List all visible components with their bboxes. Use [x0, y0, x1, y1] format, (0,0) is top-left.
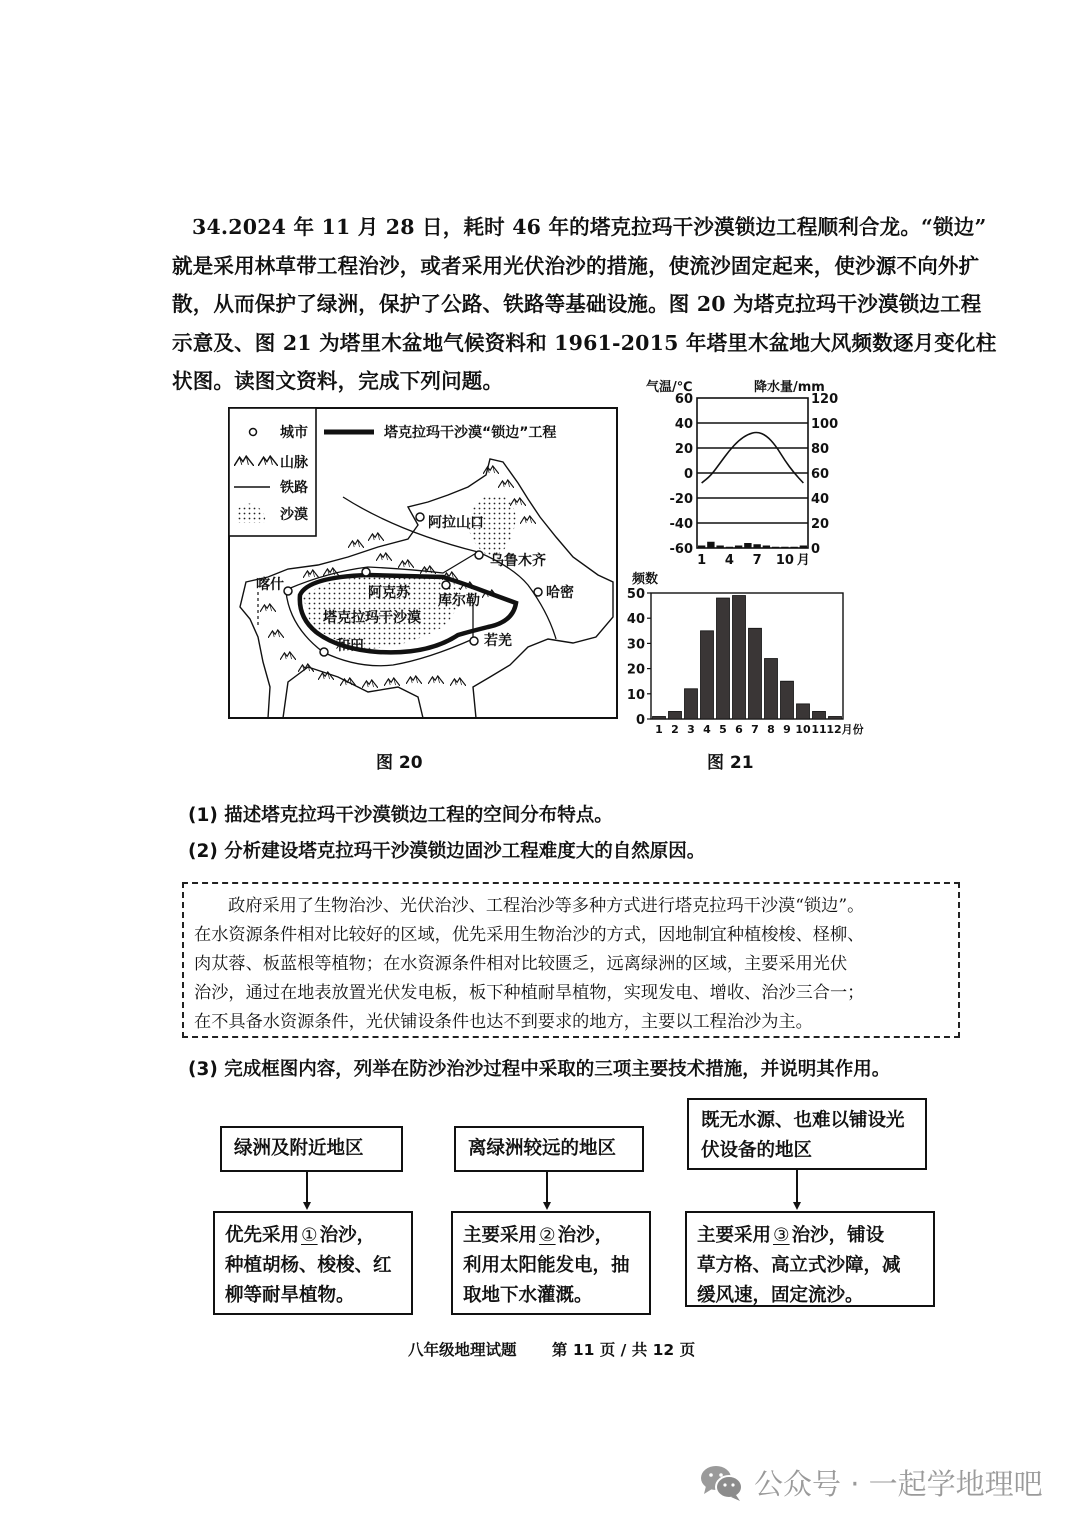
flow-measure-2 [451, 1211, 651, 1315]
climate-y-ticks [670, 392, 839, 557]
svg-text:20: 20 [674, 442, 693, 457]
place-hami: 哈密 [546, 585, 574, 601]
svg-text:2: 2 [671, 723, 679, 736]
material-line: 治沙，通过在地表放置光伏发电板，板下种植耐旱植物，实现发电、增收、治沙三合一； [194, 983, 865, 1003]
svg-text:10: 10 [795, 723, 811, 736]
legend-railway: 铁路 [280, 480, 308, 496]
svg-text:12月份: 12月份 [826, 723, 864, 736]
wind-bars [653, 596, 842, 719]
answer-blank-2[interactable]: ② [539, 1225, 556, 1246]
wind-x-ticks [655, 722, 863, 736]
sub-question-1: (1) 描述塔克拉玛干沙漠锁边工程的空间分布特点。 [188, 805, 613, 826]
flow-measure-1 [213, 1211, 413, 1315]
precip-bars [698, 542, 807, 548]
svg-text:120: 120 [811, 392, 839, 407]
flow-arrow [306, 1172, 308, 1204]
intro-line: 就是采用林草带工程治沙，或者采用光伏治沙的措施，使流沙固定起来，使沙源不向外扩 [172, 253, 980, 278]
material-line: 在水资源条件相对比较好的区域，优先采用生物治沙的方式，因地制宜种植梭梭、柽柳、 [194, 925, 865, 945]
legend-desert: 沙漠 [280, 507, 308, 523]
material-box [182, 882, 960, 1038]
flow-text: 取地下水灌溉。 [463, 1285, 593, 1306]
place-ruoqiang: 若羌 [484, 633, 512, 649]
svg-text:11: 11 [811, 723, 827, 736]
legend-mountain: 山脉 [280, 455, 308, 471]
flow-text: 治沙，铺设 [791, 1225, 885, 1246]
svg-text:0: 0 [811, 542, 821, 557]
svg-text:8: 8 [767, 723, 775, 736]
temp-axis-label: 气温/℃ [646, 380, 693, 395]
wind-y-ticks [627, 587, 651, 728]
svg-text:7: 7 [752, 553, 762, 568]
svg-text:80: 80 [811, 442, 830, 457]
climate-chart [640, 375, 870, 575]
place-taklamakan: 塔克拉玛干沙漠 [323, 610, 421, 626]
answer-blank-3[interactable]: ③ [773, 1225, 790, 1246]
question-intro [172, 208, 997, 401]
intro-line: 34.2024 年 11 月 28 日，耗时 46 年的塔克拉玛干沙漠锁边工程顺利合龙。“锁边” [192, 215, 987, 239]
svg-text:40: 40 [811, 492, 830, 507]
footer-page-number: 第 11 页 / 共 12 页 [551, 1341, 696, 1359]
place-aksu: 阿克苏 [368, 585, 410, 601]
svg-text:-40: -40 [669, 517, 693, 532]
flow-text: 主要采用 [463, 1225, 538, 1246]
svg-text:50: 50 [626, 587, 645, 602]
temperature-curve [702, 433, 804, 484]
flow-region-label: 伏设备的地区 [701, 1140, 813, 1161]
flow-arrow [546, 1172, 548, 1204]
svg-text:60: 60 [674, 392, 693, 407]
flow-text: 主要采用 [697, 1225, 772, 1246]
svg-text:1: 1 [655, 723, 663, 736]
arrow-down-icon [543, 1202, 551, 1210]
precip-axis-label: 降水量/mm [754, 380, 825, 395]
place-korla: 库尔勒 [438, 593, 480, 609]
material-line: 在不具备水资源条件，光伏铺设条件也达不到要求的地方，主要以工程治沙为主。 [194, 1012, 813, 1032]
sub-question-2: (2) 分析建设塔克拉玛干沙漠锁边固沙工程难度大的自然原因。 [188, 841, 706, 862]
svg-text:4: 4 [703, 723, 711, 736]
watermark [700, 1462, 1043, 1503]
svg-text:5: 5 [719, 723, 727, 736]
sub-question-3: (3) 完成框图内容，列举在防沙治沙过程中采取的三项主要技术措施，并说明其作用。 [188, 1059, 891, 1080]
flow-region-label: 绿洲及附近地区 [234, 1138, 364, 1159]
intro-line: 示意及、图 21 为塔里木盆地气候资料和 1961-2015 年塔里木盆地大风频数逐月变化柱 [172, 330, 997, 355]
svg-text:-60: -60 [669, 542, 693, 557]
flow-text: 优先采用 [225, 1225, 300, 1246]
material-line: 肉苁蓉、板蓝根等植物；在水资源条件相对比较匮乏，远离绿洲的区域，主要采用光伏 [194, 954, 848, 974]
svg-text:0: 0 [683, 467, 693, 482]
flow-text: 种植胡杨、梭梭、红 [225, 1255, 392, 1276]
watermark-text: 公众号 · 一起学地理吧 [754, 1467, 1043, 1501]
legend-city: 城市 [280, 425, 308, 441]
material-line: 政府采用了生物治沙、光伏治沙、工程治沙等多种方式进行塔克拉玛干沙漠“锁边”。 [228, 896, 865, 916]
flow-region-no-water [687, 1098, 927, 1170]
svg-text:0: 0 [635, 713, 645, 728]
svg-text:40: 40 [674, 417, 693, 432]
flow-text: 柳等耐旱植物。 [225, 1285, 355, 1306]
place-alashankou: 阿拉山口 [428, 515, 484, 531]
svg-text:9: 9 [783, 723, 791, 736]
figure-20-map [228, 407, 618, 719]
climate-gridlines [697, 423, 808, 523]
svg-text:20: 20 [626, 662, 645, 678]
svg-text:1: 1 [697, 553, 707, 568]
svg-text:60: 60 [811, 467, 830, 482]
flow-text: 草方格、高立式沙障，减 [697, 1255, 901, 1276]
svg-text:3: 3 [687, 723, 695, 736]
footer-subject: 八年级地理试题 [408, 1341, 517, 1359]
wind-axis-label: 频数 [632, 572, 659, 587]
legend-project: 塔克拉玛干沙漠“锁边”工程 [384, 425, 557, 441]
arrow-down-icon [303, 1202, 311, 1210]
flow-region-label: 离绿洲较远的地区 [468, 1138, 617, 1159]
svg-text:10: 10 [775, 553, 794, 568]
svg-text:4: 4 [724, 553, 734, 568]
flow-text: 缓风速，固定流沙。 [697, 1285, 864, 1306]
svg-text:6: 6 [735, 723, 743, 736]
svg-text:-20: -20 [669, 492, 693, 507]
svg-text:100: 100 [811, 417, 839, 432]
flow-measure-3 [685, 1211, 935, 1307]
page-footer [408, 1338, 725, 1360]
figure-21-caption: 图 21 [707, 753, 754, 773]
place-urumqi: 乌鲁木齐 [490, 553, 546, 569]
flow-arrow [796, 1170, 798, 1204]
flow-region-oasis [220, 1126, 403, 1172]
svg-text:30: 30 [626, 637, 645, 653]
wind-frequency-chart [620, 565, 880, 745]
svg-text:10: 10 [626, 687, 645, 703]
place-kashgar: 喀什 [256, 577, 284, 593]
intro-line: 散，从而保护了绿洲，保护了公路、铁路等基础设施。图 20 为塔克拉玛干沙漠锁边工程 [172, 292, 982, 316]
flow-region-label: 既无水源、也难以铺设光 [701, 1110, 905, 1131]
answer-blank-1[interactable]: ① [301, 1225, 318, 1246]
arrow-down-icon [793, 1202, 801, 1210]
wechat-icon [700, 1464, 744, 1502]
svg-text:40: 40 [626, 612, 645, 628]
svg-text:7: 7 [751, 723, 759, 736]
city-icon [250, 429, 257, 436]
svg-text:20: 20 [811, 517, 830, 532]
flow-text: 利用太阳能发电，抽 [463, 1255, 630, 1276]
place-hotan: 和田 [336, 638, 364, 654]
intro-line: 状图。读图文资料，完成下列问题。 [172, 369, 504, 393]
figure-20-caption: 图 20 [376, 753, 423, 773]
svg-text:月: 月 [796, 553, 810, 568]
flow-region-far-from-oasis [454, 1126, 644, 1172]
flow-text: 治沙， [557, 1225, 614, 1246]
flow-text: 治沙， [319, 1225, 376, 1246]
